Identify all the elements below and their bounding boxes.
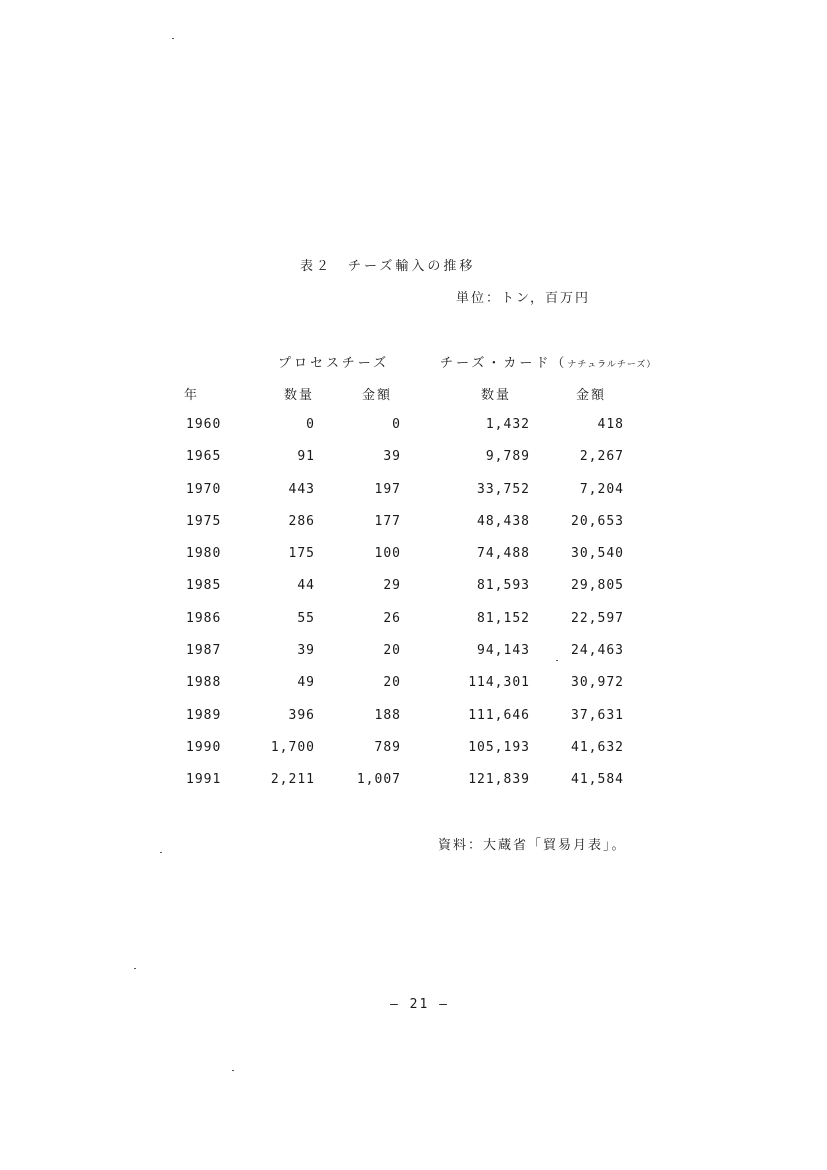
cell-process-qty: 49 bbox=[297, 675, 315, 691]
cell-natural-qty: 121,839 bbox=[468, 772, 530, 788]
column-header-natural-value: 金額 bbox=[576, 388, 607, 403]
cell-process-value: 1,007 bbox=[356, 772, 401, 788]
cell-natural-qty: 74,488 bbox=[477, 546, 530, 562]
scan-speck bbox=[172, 38, 174, 39]
page-number: — 21 — bbox=[390, 997, 449, 1012]
cell-process-value: 789 bbox=[374, 739, 401, 755]
group-header-process-cheese: プロセスチーズ bbox=[278, 356, 390, 371]
column-header-process-value: 金額 bbox=[362, 388, 393, 403]
cell-process-value: 29 bbox=[383, 578, 401, 594]
cell-natural-value: 24,463 bbox=[571, 643, 624, 659]
cell-process-qty: 2,211 bbox=[270, 772, 315, 788]
cell-year: 1988 bbox=[186, 675, 222, 691]
cell-natural-qty: 9,789 bbox=[485, 449, 530, 465]
table-row bbox=[0, 576, 827, 608]
scan-speck bbox=[556, 660, 558, 661]
cell-natural-value: 37,631 bbox=[571, 707, 624, 723]
cell-natural-qty: 48,438 bbox=[477, 513, 530, 529]
cell-year: 1980 bbox=[186, 546, 222, 562]
group-header-natural-cheese bbox=[440, 352, 656, 371]
cell-natural-value: 20,653 bbox=[571, 513, 624, 529]
table-row bbox=[0, 512, 827, 544]
cell-process-value: 20 bbox=[383, 643, 401, 659]
cell-process-value: 39 bbox=[383, 449, 401, 465]
cell-year: 1970 bbox=[186, 481, 222, 497]
table-row bbox=[0, 544, 827, 576]
cell-process-value: 197 bbox=[374, 481, 401, 497]
cell-process-qty: 91 bbox=[297, 449, 315, 465]
cell-natural-qty: 105,193 bbox=[468, 739, 530, 755]
cell-process-qty: 443 bbox=[288, 481, 315, 497]
cell-process-value: 100 bbox=[374, 546, 401, 562]
cell-natural-value: 41,584 bbox=[571, 772, 624, 788]
cell-process-value: 26 bbox=[383, 610, 401, 626]
cell-year: 1987 bbox=[186, 643, 222, 659]
cell-natural-qty: 94,143 bbox=[477, 643, 530, 659]
column-header-process-qty: 数量 bbox=[284, 388, 315, 403]
cell-natural-qty: 81,152 bbox=[477, 610, 530, 626]
table-row bbox=[0, 480, 827, 512]
column-header-natural-qty: 数量 bbox=[481, 388, 512, 403]
cell-year: 1960 bbox=[186, 417, 222, 432]
cell-natural-qty: 114,301 bbox=[468, 675, 530, 691]
table-row bbox=[0, 447, 827, 479]
cell-natural-qty: 33,752 bbox=[477, 481, 530, 497]
table-body bbox=[0, 415, 827, 803]
table-title: 表２ チーズ輸入の推移 bbox=[300, 259, 476, 274]
table-row bbox=[0, 706, 827, 738]
cell-natural-value: 29,805 bbox=[571, 578, 624, 594]
cell-process-value: 0 bbox=[392, 417, 401, 432]
table-row bbox=[0, 770, 827, 802]
group-header-natural-main: チーズ・カード（ bbox=[440, 356, 568, 371]
table-row bbox=[0, 673, 827, 705]
cell-natural-qty: 1,432 bbox=[485, 417, 530, 432]
scan-speck bbox=[160, 852, 162, 853]
column-header-year: 年 bbox=[184, 388, 200, 403]
cell-year: 1975 bbox=[186, 513, 222, 529]
cell-process-qty: 44 bbox=[297, 578, 315, 594]
scan-speck bbox=[134, 968, 136, 969]
cell-process-qty: 175 bbox=[288, 546, 315, 562]
cell-process-value: 177 bbox=[374, 513, 401, 529]
cell-year: 1965 bbox=[186, 449, 222, 465]
cell-year: 1985 bbox=[186, 578, 222, 594]
table-row bbox=[0, 738, 827, 770]
cell-natural-qty: 81,593 bbox=[477, 578, 530, 594]
cell-process-qty: 396 bbox=[288, 707, 315, 723]
cell-natural-value: 2,267 bbox=[579, 449, 624, 465]
cell-year: 1986 bbox=[186, 610, 222, 626]
cell-natural-qty: 111,646 bbox=[468, 707, 530, 723]
cell-natural-value: 22,597 bbox=[571, 610, 624, 626]
cell-process-qty: 55 bbox=[297, 610, 315, 626]
cell-natural-value: 30,540 bbox=[571, 546, 624, 562]
cell-year: 1990 bbox=[186, 739, 222, 755]
cell-process-value: 20 bbox=[383, 675, 401, 691]
scan-speck bbox=[232, 1070, 234, 1071]
cell-year: 1989 bbox=[186, 707, 222, 723]
cell-process-qty: 286 bbox=[288, 513, 315, 529]
cell-process-qty: 1,700 bbox=[270, 739, 315, 755]
cell-year: 1991 bbox=[186, 772, 222, 788]
table-row bbox=[0, 609, 827, 641]
unit-note: 単位：トン，百万円 bbox=[456, 291, 590, 306]
cell-natural-value: 41,632 bbox=[571, 739, 624, 755]
cell-natural-value: 30,972 bbox=[571, 675, 624, 691]
table-row bbox=[0, 641, 827, 673]
table-row bbox=[0, 415, 827, 447]
cell-natural-value: 7,204 bbox=[579, 481, 624, 497]
group-header-natural-paren: ナチュラルチーズ） bbox=[567, 360, 657, 370]
cell-process-qty: 0 bbox=[306, 417, 315, 432]
cell-natural-value: 418 bbox=[597, 417, 624, 432]
cell-process-value: 188 bbox=[374, 707, 401, 723]
cell-process-qty: 39 bbox=[297, 643, 315, 659]
source-note: 資料：大蔵省「貿易月表」。 bbox=[438, 838, 627, 853]
